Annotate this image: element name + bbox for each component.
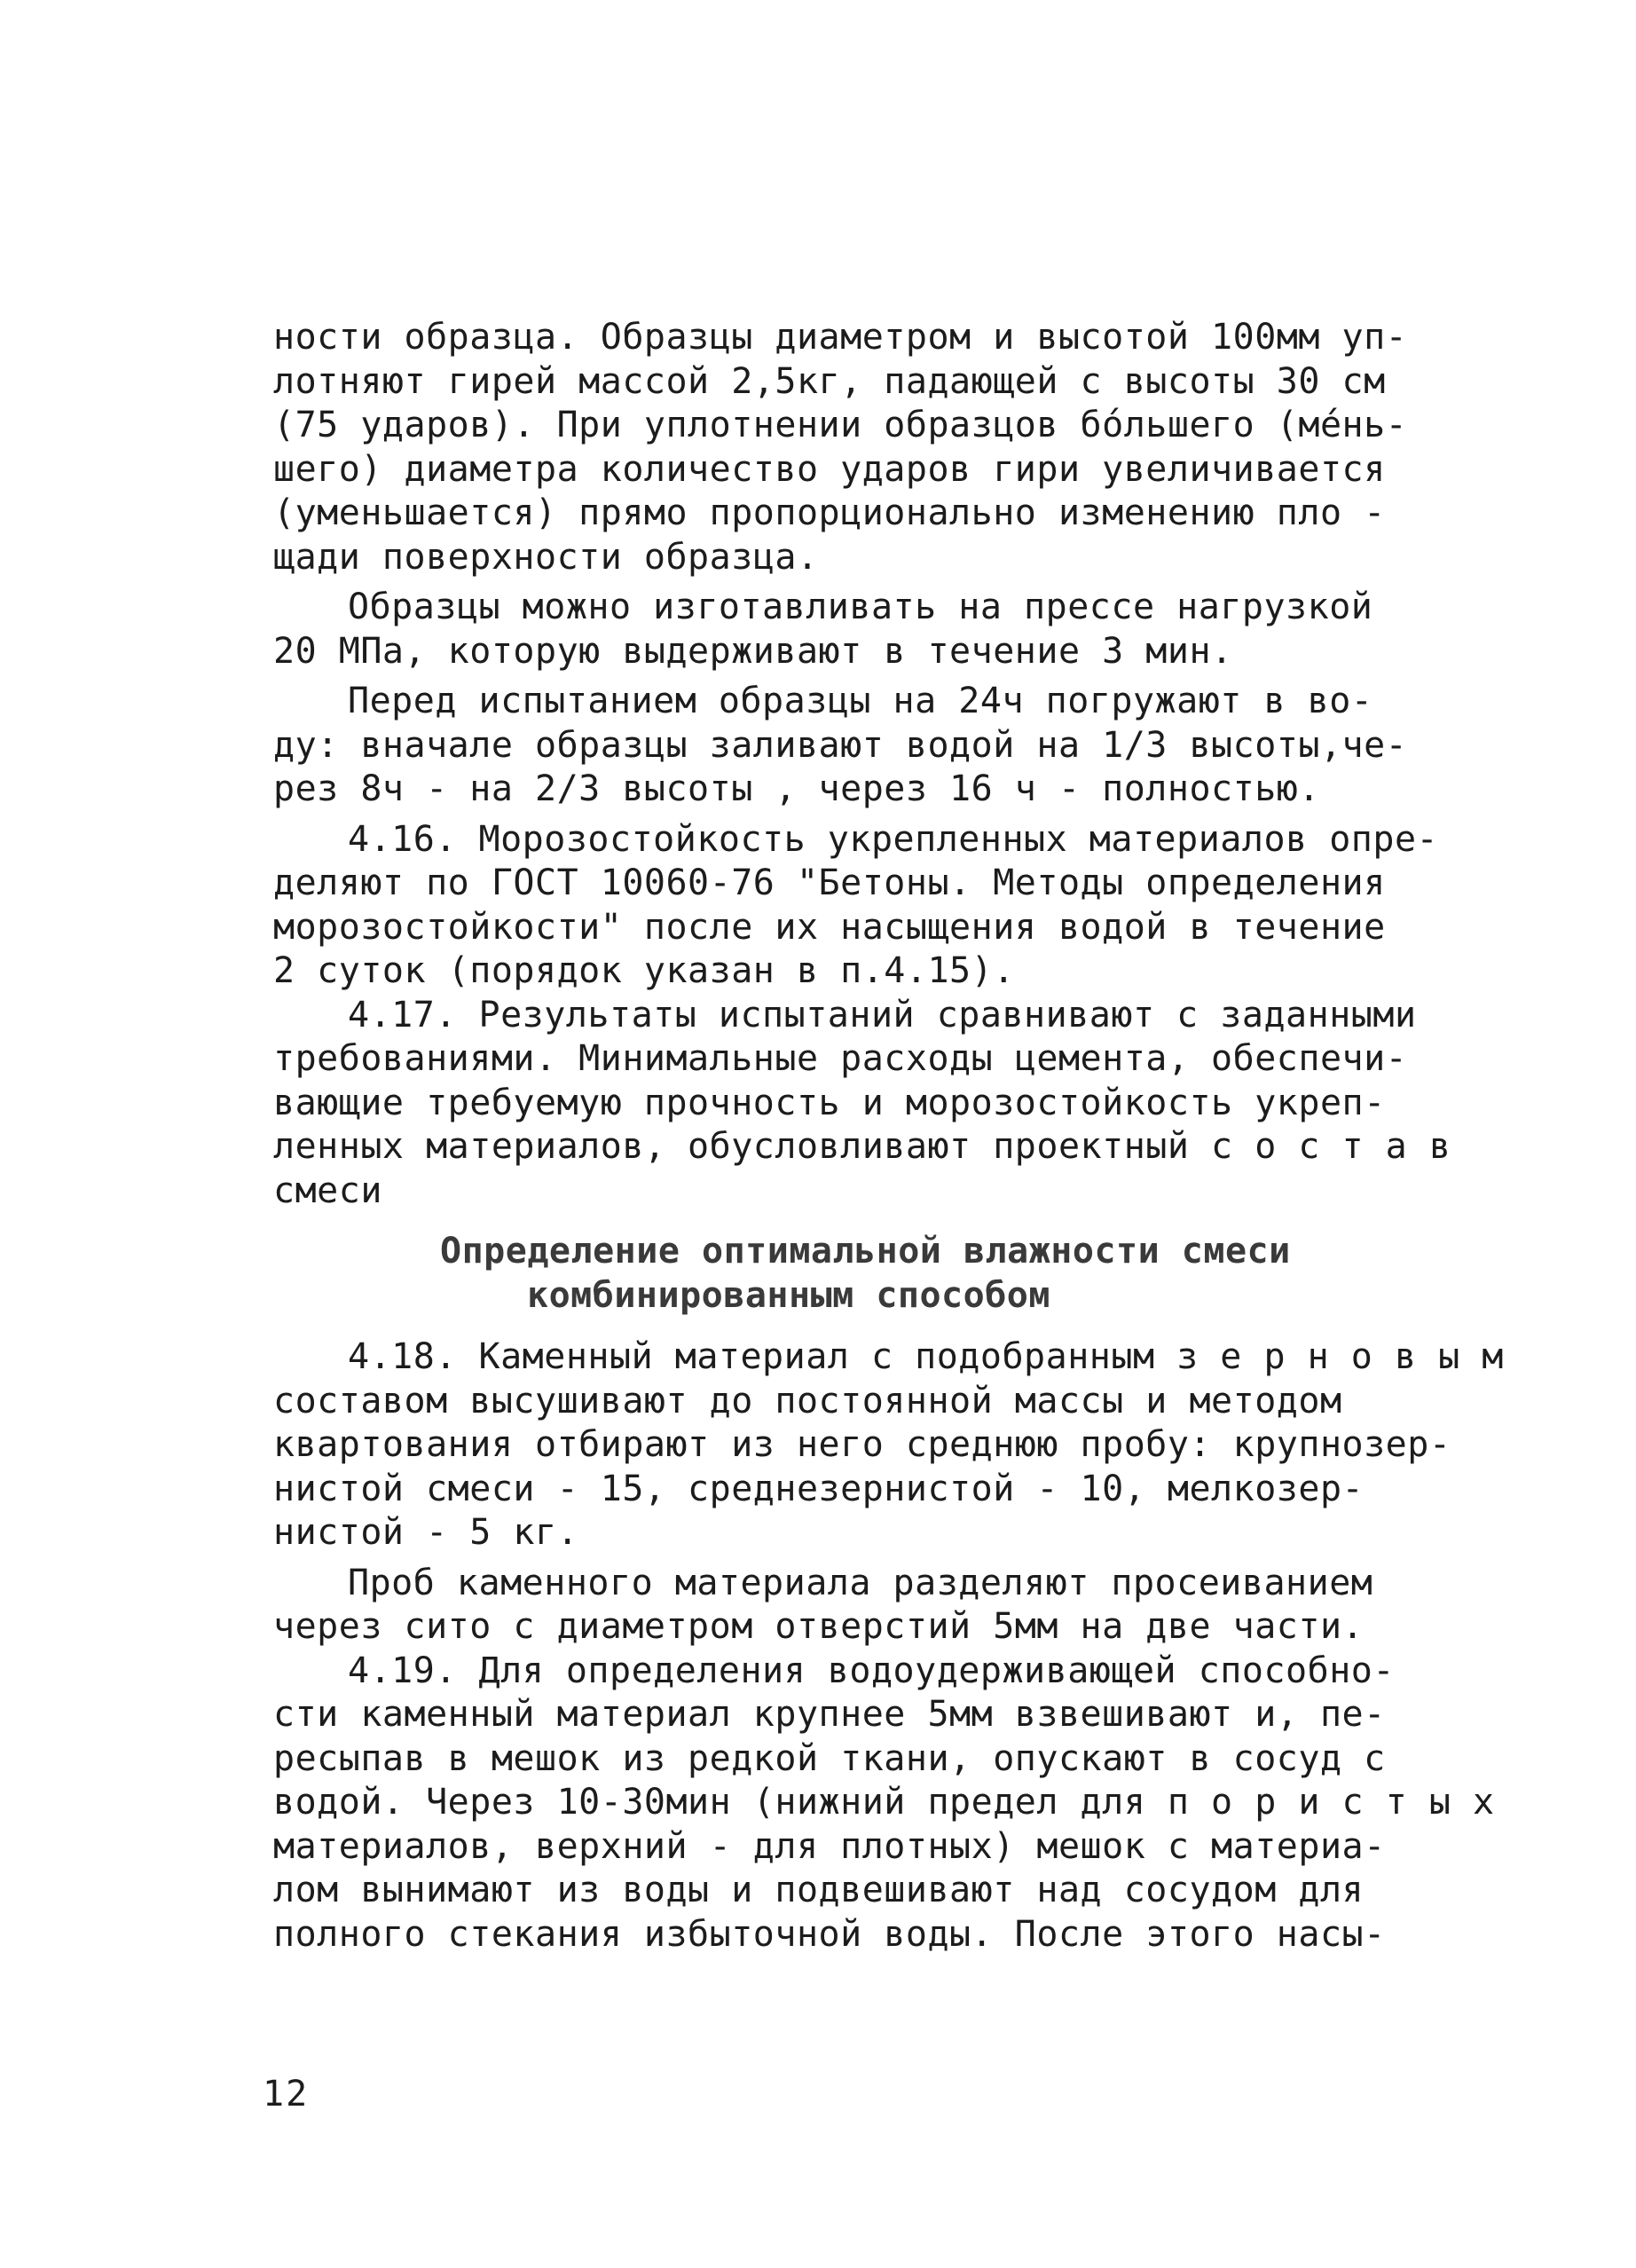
text-line: морозостойкости" после их насыщения водой в течение [273,906,1386,948]
paragraph-4-16 [273,818,1444,994]
text-line: 2 суток (порядок указан в п.4.15). [273,950,1015,991]
text-line: Перед испытанием образцы на 24ч погружают в во- [348,681,1373,721]
text-line: 4.16. Морозостойкость укрепленных материалов опре- [348,818,1439,860]
text-line: щади поверхности образца. [273,536,819,578]
text-line: водой. Через 10-30мин (нижний предел для п о р и с т ы х [273,1782,1495,1823]
text-line: нистой - 5 кг. [273,1512,579,1553]
text-line: шего) диаметра количество ударов гири увеличивается [273,448,1386,490]
text-line: вающие требуемую прочность и морозостойкость укреп- [273,1082,1386,1123]
paragraph-4-18 [273,1335,1504,1555]
text-line: лотняют гирей массой 2,5кг, падающей с высоты 30 см [273,360,1386,402]
text-line: деляют по ГОСТ 10060-76 "Бетоны. Методы определения [273,862,1386,903]
paragraph-sample-compaction [273,316,1444,579]
section-heading-line: Определение оптимальной влажности смеси [440,1231,1291,1272]
text-line: сти каменный материал крупнее 5мм взвешивают и, пе- [273,1694,1386,1735]
text-line: (уменьшается) прямо пропорционально изменению пло - [273,492,1386,533]
text-line: ду: вначале образцы заливают водой на 1/3 высоты,че- [273,724,1408,766]
text-line: 4.19. Для определения водоудерживающей способно- [348,1650,1395,1691]
paragraph-4-19 [273,1650,1495,1957]
text-line: (75 ударов). При уплотнении образцов бо́льшего (ме́нь- [273,405,1408,445]
text-line: Образцы можно изготавливать на прессе нагрузкой [348,587,1373,627]
text-line: составом высушивают до постоянной массы и методом [273,1380,1342,1421]
body-text-lower [273,1335,1504,1957]
text-line: рез 8ч - на 2/3 высоты , через 16 ч - полностью. [273,768,1320,809]
text-line: 20 МПа, которую выдерживают в течение 3 мин. [273,630,1233,672]
body-text-upper [273,316,1451,1213]
text-line: полного стекания избыточной воды. После этого насы- [273,1913,1386,1955]
text-line: ленных материалов, обусловливают проектный с о с т а в [273,1126,1451,1167]
text-line: ности образца. Образцы диаметром и высотой 100мм уп- [273,317,1408,358]
text-line: 4.17. Результаты испытаний сравнивают с заданными [348,994,1417,1036]
paragraph-before-test [273,680,1444,812]
text-line: через сито с диаметром отверстий 5мм на две части. [273,1606,1365,1647]
text-line: ресыпав в мешок из редкой ткани, опускают в сосуд с [273,1737,1386,1779]
text-line: лом вынимают из воды и подвешивают над сосудом для [273,1870,1365,1910]
page-number: 12 [263,2074,310,2114]
text-line: квартования отбирают из него среднюю пробу: крупнозер- [273,1424,1451,1465]
text-line: материалов, верхний - для плотных) мешок с материа- [273,1825,1386,1867]
text-line: 4.18. Каменный материал с подобранным з е р н о в ы м [348,1336,1504,1377]
text-line: требованиями. Минимальные расходы цемента, обеспечи- [273,1038,1408,1079]
text-line: смеси [273,1169,382,1211]
paragraph-press [273,586,1444,673]
text-line: нистой смеси - 15, среднезернистой - 10, мелкозер- [273,1468,1365,1509]
paragraph-sieving [273,1562,1444,1650]
paragraph-4-17 [273,994,1451,1214]
section-heading-line: комбинированным способом [527,1275,1050,1316]
section-heading [273,1229,1444,1318]
text-line: Проб каменного материала разделяют просеиванием [348,1562,1373,1603]
